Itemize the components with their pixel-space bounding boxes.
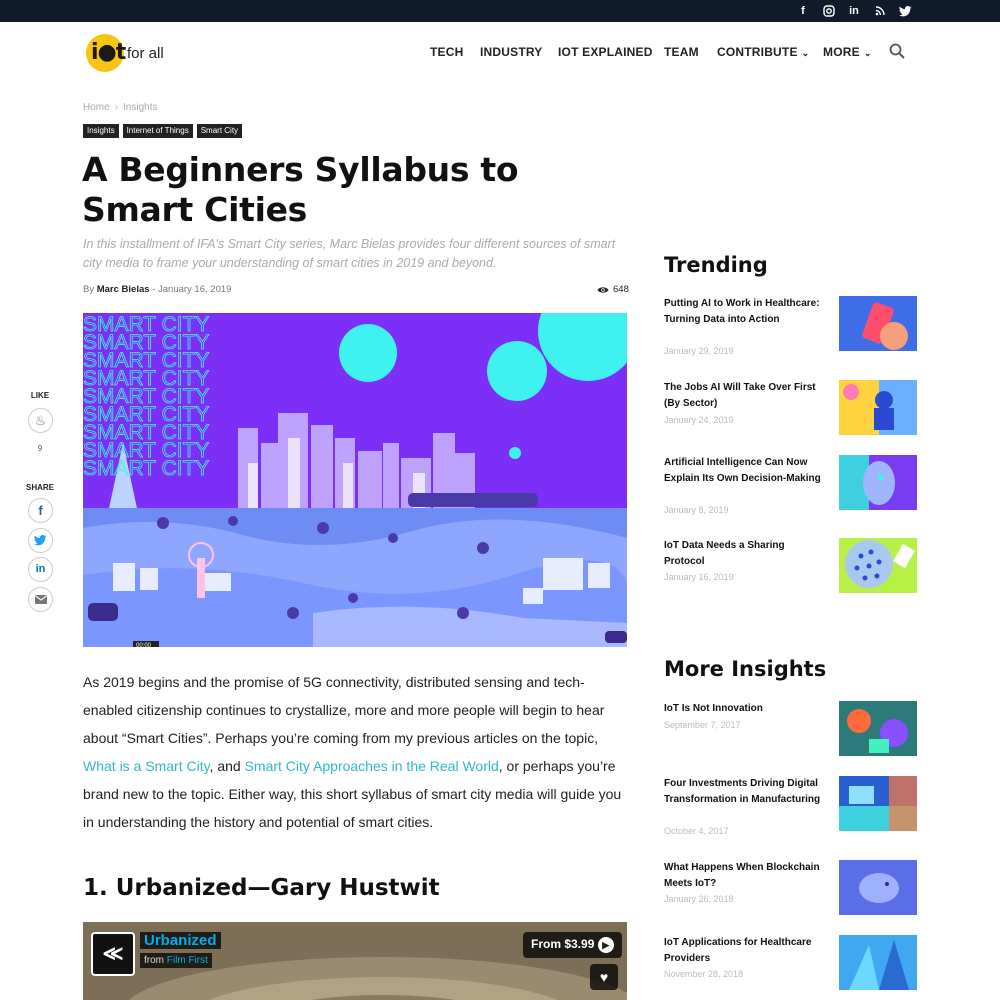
view-count-value: 648	[613, 284, 629, 295]
tag-internet-of-things[interactable]: Internet of Things	[123, 124, 193, 138]
list-item[interactable]	[664, 860, 918, 920]
nav-tech[interactable]: TECH	[430, 45, 464, 59]
trending-title-3[interactable]: IoT Data Needs a Sharing Protocol	[664, 540, 785, 567]
tag-insights[interactable]: Insights	[83, 124, 119, 138]
breadcrumb	[83, 102, 158, 113]
like-label: LIKE	[30, 391, 50, 400]
view-count	[597, 284, 629, 295]
twitter-icon	[34, 535, 47, 546]
trending-thumb-2[interactable]	[839, 455, 917, 510]
search-icon[interactable]	[889, 43, 905, 59]
para-text-1: As 2019 begins and the promise of 5G connectivity, distributed sensing and tech-enabled citizenship continues to crystallize, more and more people will begin to hear about “Smart Cities”. Perhaps you’re coming from my previous articles on the topic,	[83, 674, 605, 746]
more-insights-heading: More Insights	[664, 657, 827, 681]
list-item[interactable]	[664, 296, 918, 356]
list-item[interactable]	[664, 538, 918, 598]
video-source-link[interactable]: Film First	[166, 955, 208, 966]
breadcrumb-current[interactable]: Insights	[123, 102, 158, 113]
hero-text-4: SMART CITY	[83, 385, 210, 408]
share-linkedin-button[interactable]	[28, 557, 53, 582]
rss-icon[interactable]	[872, 3, 888, 19]
hero-text-0: SMART CITY	[83, 313, 210, 336]
chevron-down-icon: ⌄	[863, 48, 872, 58]
nav-iot-explained[interactable]: IOT EXPLAINED	[558, 45, 653, 59]
video-price-button[interactable]	[523, 932, 622, 958]
linkedin-icon[interactable]: in	[849, 5, 859, 17]
nav-contribute[interactable]	[717, 45, 809, 59]
hero-text-5: SMART CITY	[83, 403, 210, 426]
para-text-3: , or perhaps you’re brand new to the topic. Either way, this short syllabus of smart city media will guide you in understanding the history and potential of smart cities.	[83, 758, 622, 830]
trending-heading: Trending	[664, 253, 768, 277]
category-tags	[83, 124, 242, 138]
list-item[interactable]	[664, 701, 918, 761]
trending-thumb-0[interactable]	[839, 296, 917, 351]
byline-dash: -	[152, 284, 156, 295]
author-link[interactable]: Marc Bielas	[96, 284, 150, 295]
byline	[83, 284, 231, 295]
social-top-bar	[0, 0, 1000, 22]
nav-contribute-label: CONTRIBUTE	[717, 45, 798, 59]
film-first-logo-icon: ≪	[91, 932, 135, 976]
video-title[interactable]: Urbanized	[140, 932, 221, 949]
trending-date-1: January 24, 2019	[664, 415, 734, 425]
more-title-1[interactable]: Four Investments Driving Digital Transformation in Manufacturing	[664, 778, 821, 805]
trending-thumb-3[interactable]	[839, 538, 917, 593]
article-body-paragraph	[83, 668, 629, 836]
publish-date: January 16, 2019	[158, 284, 232, 295]
video-embed[interactable]	[83, 922, 627, 1000]
para-text-2: , and	[209, 758, 245, 774]
link-what-is-a-smart-city[interactable]: What is a Smart City	[83, 758, 210, 774]
more-date-3: November 28, 2018	[664, 969, 744, 979]
trending-title-1[interactable]: The Jobs AI Will Take Over First (By Sector)	[664, 382, 816, 409]
more-thumb-2[interactable]	[839, 860, 917, 915]
instagram-icon[interactable]	[821, 3, 837, 19]
hero-text-3: SMART CITY	[83, 367, 210, 390]
trending-date-2: January 8, 2019	[664, 505, 729, 515]
hero-text-2: SMART CITY	[83, 349, 210, 372]
eye-icon	[597, 286, 609, 294]
facebook-icon: f	[38, 503, 43, 518]
linkedin-icon: in	[35, 563, 46, 575]
list-item[interactable]	[664, 455, 918, 515]
more-date-1: October 4, 2017	[664, 826, 729, 836]
video-price-label: From $3.99	[531, 937, 595, 952]
share-twitter-button[interactable]	[28, 528, 53, 553]
share-label: SHARE	[25, 483, 54, 492]
more-date-2: January 26, 2018	[664, 894, 734, 904]
more-thumb-0[interactable]	[839, 701, 917, 756]
trending-title-2[interactable]: Artificial Intelligence Can Now Explain Its Own Decision-Making	[664, 457, 821, 484]
heart-icon[interactable]: ♥	[590, 964, 618, 990]
chevron-down-icon: ⌄	[801, 48, 810, 58]
more-title-2[interactable]: What Happens When Blockchain Meets IoT?	[664, 862, 820, 889]
share-facebook-button[interactable]	[28, 498, 53, 523]
more-title-0[interactable]: IoT Is Not Innovation	[664, 703, 763, 714]
hero-timestamp: 00:00	[136, 643, 152, 647]
email-icon	[35, 595, 47, 604]
breadcrumb-home[interactable]: Home	[83, 102, 110, 113]
list-item[interactable]	[664, 776, 918, 836]
article-subtitle: In this installment of IFA's Smart City series, Marc Bielas provides four different sources of smart city media to frame your understanding of smart cities in 2019 and beyond.	[83, 237, 616, 270]
section-heading: 1. Urbanized—Gary Hustwit	[83, 875, 440, 901]
nav-more-label: MORE	[823, 45, 860, 59]
trending-title-0[interactable]: Putting AI to Work in Healthcare: Turning Data into Action	[664, 298, 820, 325]
breadcrumb-separator: ›	[114, 102, 119, 113]
nav-more[interactable]	[823, 45, 872, 59]
play-icon: ▶	[598, 937, 614, 953]
twitter-icon[interactable]	[897, 3, 913, 19]
like-button[interactable]	[28, 408, 53, 433]
logo-mark: i●t	[91, 40, 126, 65]
share-email-button[interactable]	[28, 587, 53, 612]
logo-text: for all	[127, 45, 164, 62]
more-thumb-1[interactable]	[839, 776, 917, 831]
byline-by: By	[83, 284, 95, 295]
trending-date-3: January 16, 2019	[664, 572, 734, 582]
hero-text-8: SMART CITY	[83, 457, 210, 480]
hero-text-6: SMART CITY	[83, 421, 210, 444]
more-thumb-3[interactable]	[839, 935, 917, 990]
video-source-prefix: from	[144, 955, 164, 966]
list-item[interactable]	[664, 935, 918, 995]
hero-text-7: SMART CITY	[83, 439, 210, 462]
trending-thumb-1[interactable]	[839, 380, 917, 435]
list-item[interactable]	[664, 380, 918, 440]
trending-date-0: January 29, 2019	[664, 346, 734, 356]
nav-team[interactable]: TEAM	[664, 45, 699, 59]
hero-text-1: SMART CITY	[83, 331, 210, 354]
video-source	[140, 953, 212, 968]
nav-industry[interactable]: INDUSTRY	[480, 45, 543, 59]
tag-smart-city[interactable]: Smart City	[197, 124, 242, 138]
flame-icon: ♨	[34, 413, 47, 428]
more-date-0: September 7, 2017	[664, 720, 741, 730]
link-smart-city-approaches[interactable]: Smart City Approaches in the Real World	[244, 758, 499, 774]
site-logo[interactable]	[86, 34, 176, 74]
article-title: A Beginners Syllabus to Smart Cities	[82, 150, 519, 229]
hero-image	[83, 313, 627, 647]
facebook-icon[interactable]: f	[801, 5, 805, 17]
like-count: 9	[37, 444, 43, 453]
more-title-3[interactable]: IoT Applications for Healthcare Providers	[664, 937, 812, 964]
